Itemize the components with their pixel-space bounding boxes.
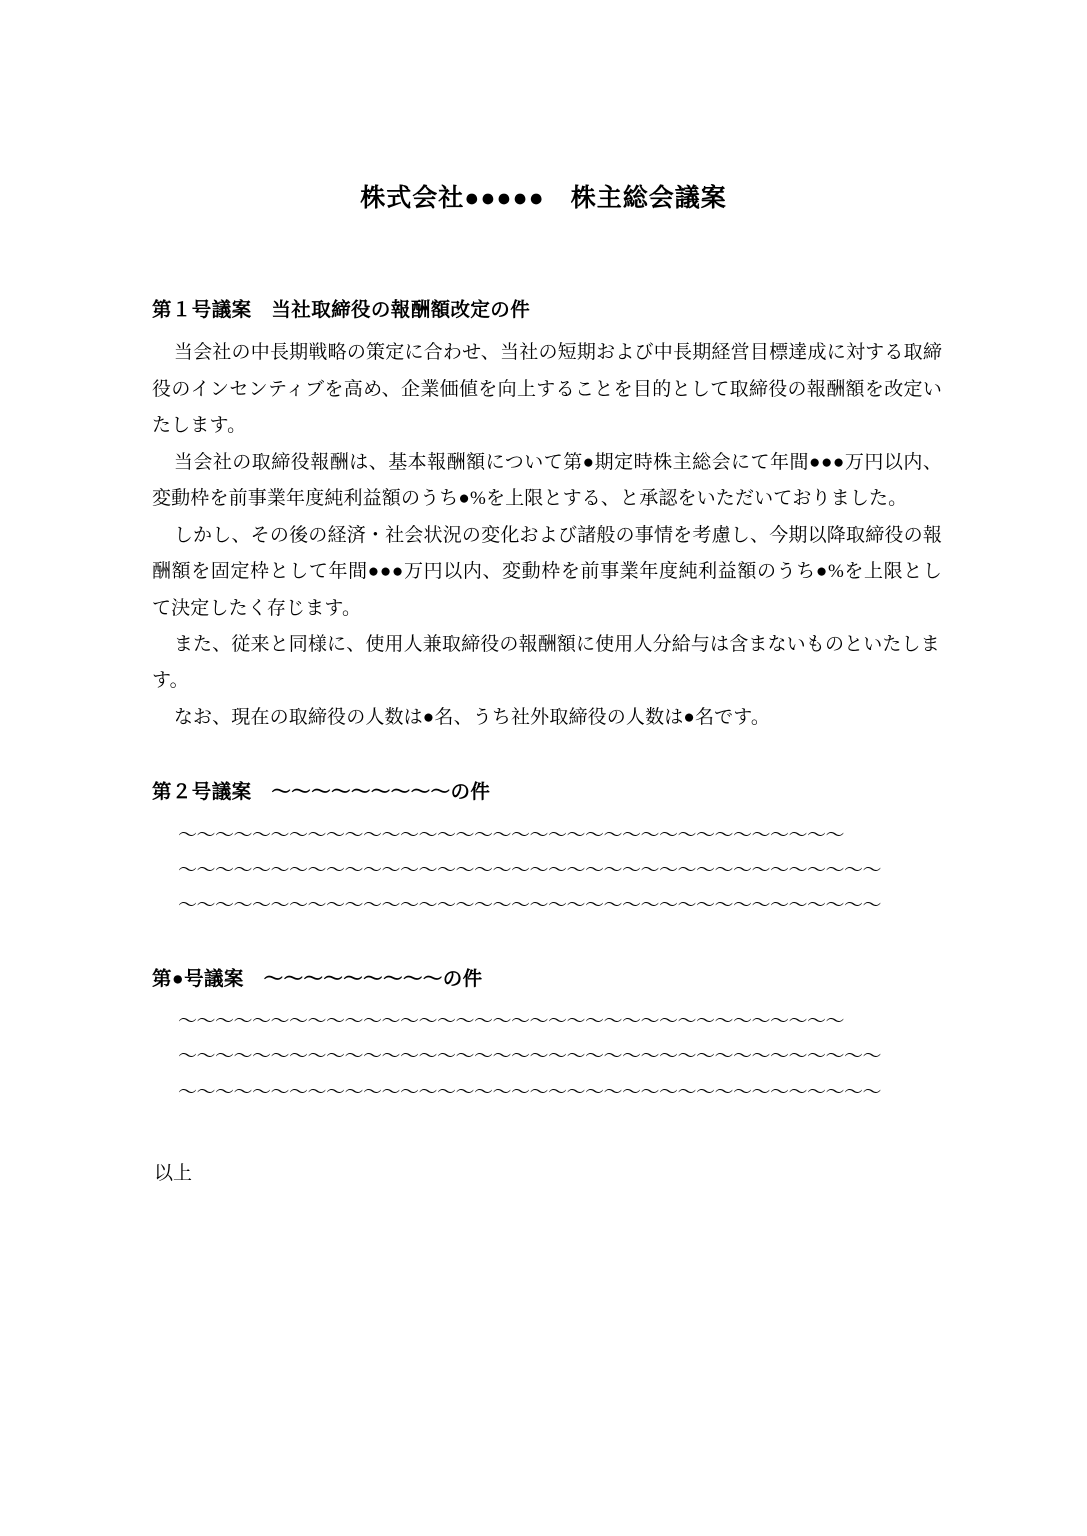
section-agenda-2: [152, 778, 942, 923]
placeholder-line: 〜〜〜〜〜〜〜〜〜〜〜〜〜〜〜〜〜〜〜〜〜〜〜〜〜〜〜〜〜〜〜〜〜〜〜〜〜〜: [178, 859, 882, 881]
placeholder-line: 〜〜〜〜〜〜〜〜〜〜〜〜〜〜〜〜〜〜〜〜〜〜〜〜〜〜〜〜〜〜〜〜〜〜〜〜〜〜: [178, 894, 882, 916]
placeholder-text-block: [152, 818, 942, 923]
paragraph: 当会社の取締役報酬は、基本報酬額について第●期定時株主総会にて年間●●●万円以内、変動枠を前事業年度純利益額のうち●%を上限とする、と承認をいただいておりました。: [152, 451, 942, 510]
placeholder-line: 〜〜〜〜〜〜〜〜〜〜〜〜〜〜〜〜〜〜〜〜〜〜〜〜〜〜〜〜〜〜〜〜〜〜〜〜〜〜: [178, 1046, 882, 1068]
section-heading: 第２号議案 〜〜〜〜〜〜〜〜〜の件: [152, 782, 491, 804]
closing-note: 以上: [154, 1162, 193, 1184]
section-heading: 第●号議案 〜〜〜〜〜〜〜〜〜の件: [152, 969, 483, 991]
placeholder-line: 〜〜〜〜〜〜〜〜〜〜〜〜〜〜〜〜〜〜〜〜〜〜〜〜〜〜〜〜〜〜〜〜〜〜〜〜: [178, 1011, 845, 1033]
section-agenda-n: [152, 965, 942, 1110]
section-agenda-1: [152, 296, 942, 736]
document-body: [152, 296, 942, 1190]
placeholder-line: 〜〜〜〜〜〜〜〜〜〜〜〜〜〜〜〜〜〜〜〜〜〜〜〜〜〜〜〜〜〜〜〜〜〜〜〜: [178, 824, 845, 846]
paragraph: 当会社の中長期戦略の策定に合わせ、当社の短期および中長期経営目標達成に対する取締役のインセンティブを高め、企業価値を向上することを目的として取締役の報酬額を改定いたします。: [152, 342, 942, 437]
paragraph: しかし、その後の経済・社会状況の変化および諸般の事情を考慮し、今期以降取締役の報酬額を固定枠として年間●●●万円以内、変動枠を前事業年度純利益額のうち●%を上限として決定したく存じます。: [152, 524, 942, 619]
placeholder-line: 〜〜〜〜〜〜〜〜〜〜〜〜〜〜〜〜〜〜〜〜〜〜〜〜〜〜〜〜〜〜〜〜〜〜〜〜〜〜: [178, 1081, 882, 1103]
paragraph: また、従来と同様に、使用人兼取締役の報酬額に使用人分給与は含まないものといたします。: [152, 634, 940, 692]
paragraph: なお、現在の取締役の人数は●名、うち社外取締役の人数は●名です。: [173, 706, 771, 728]
section-heading: 第１号議案 当社取締役の報酬額改定の件: [152, 300, 531, 321]
page-title: 株式会社●●●●● 株主総会議案: [360, 185, 727, 212]
placeholder-text-block: [152, 1004, 942, 1109]
